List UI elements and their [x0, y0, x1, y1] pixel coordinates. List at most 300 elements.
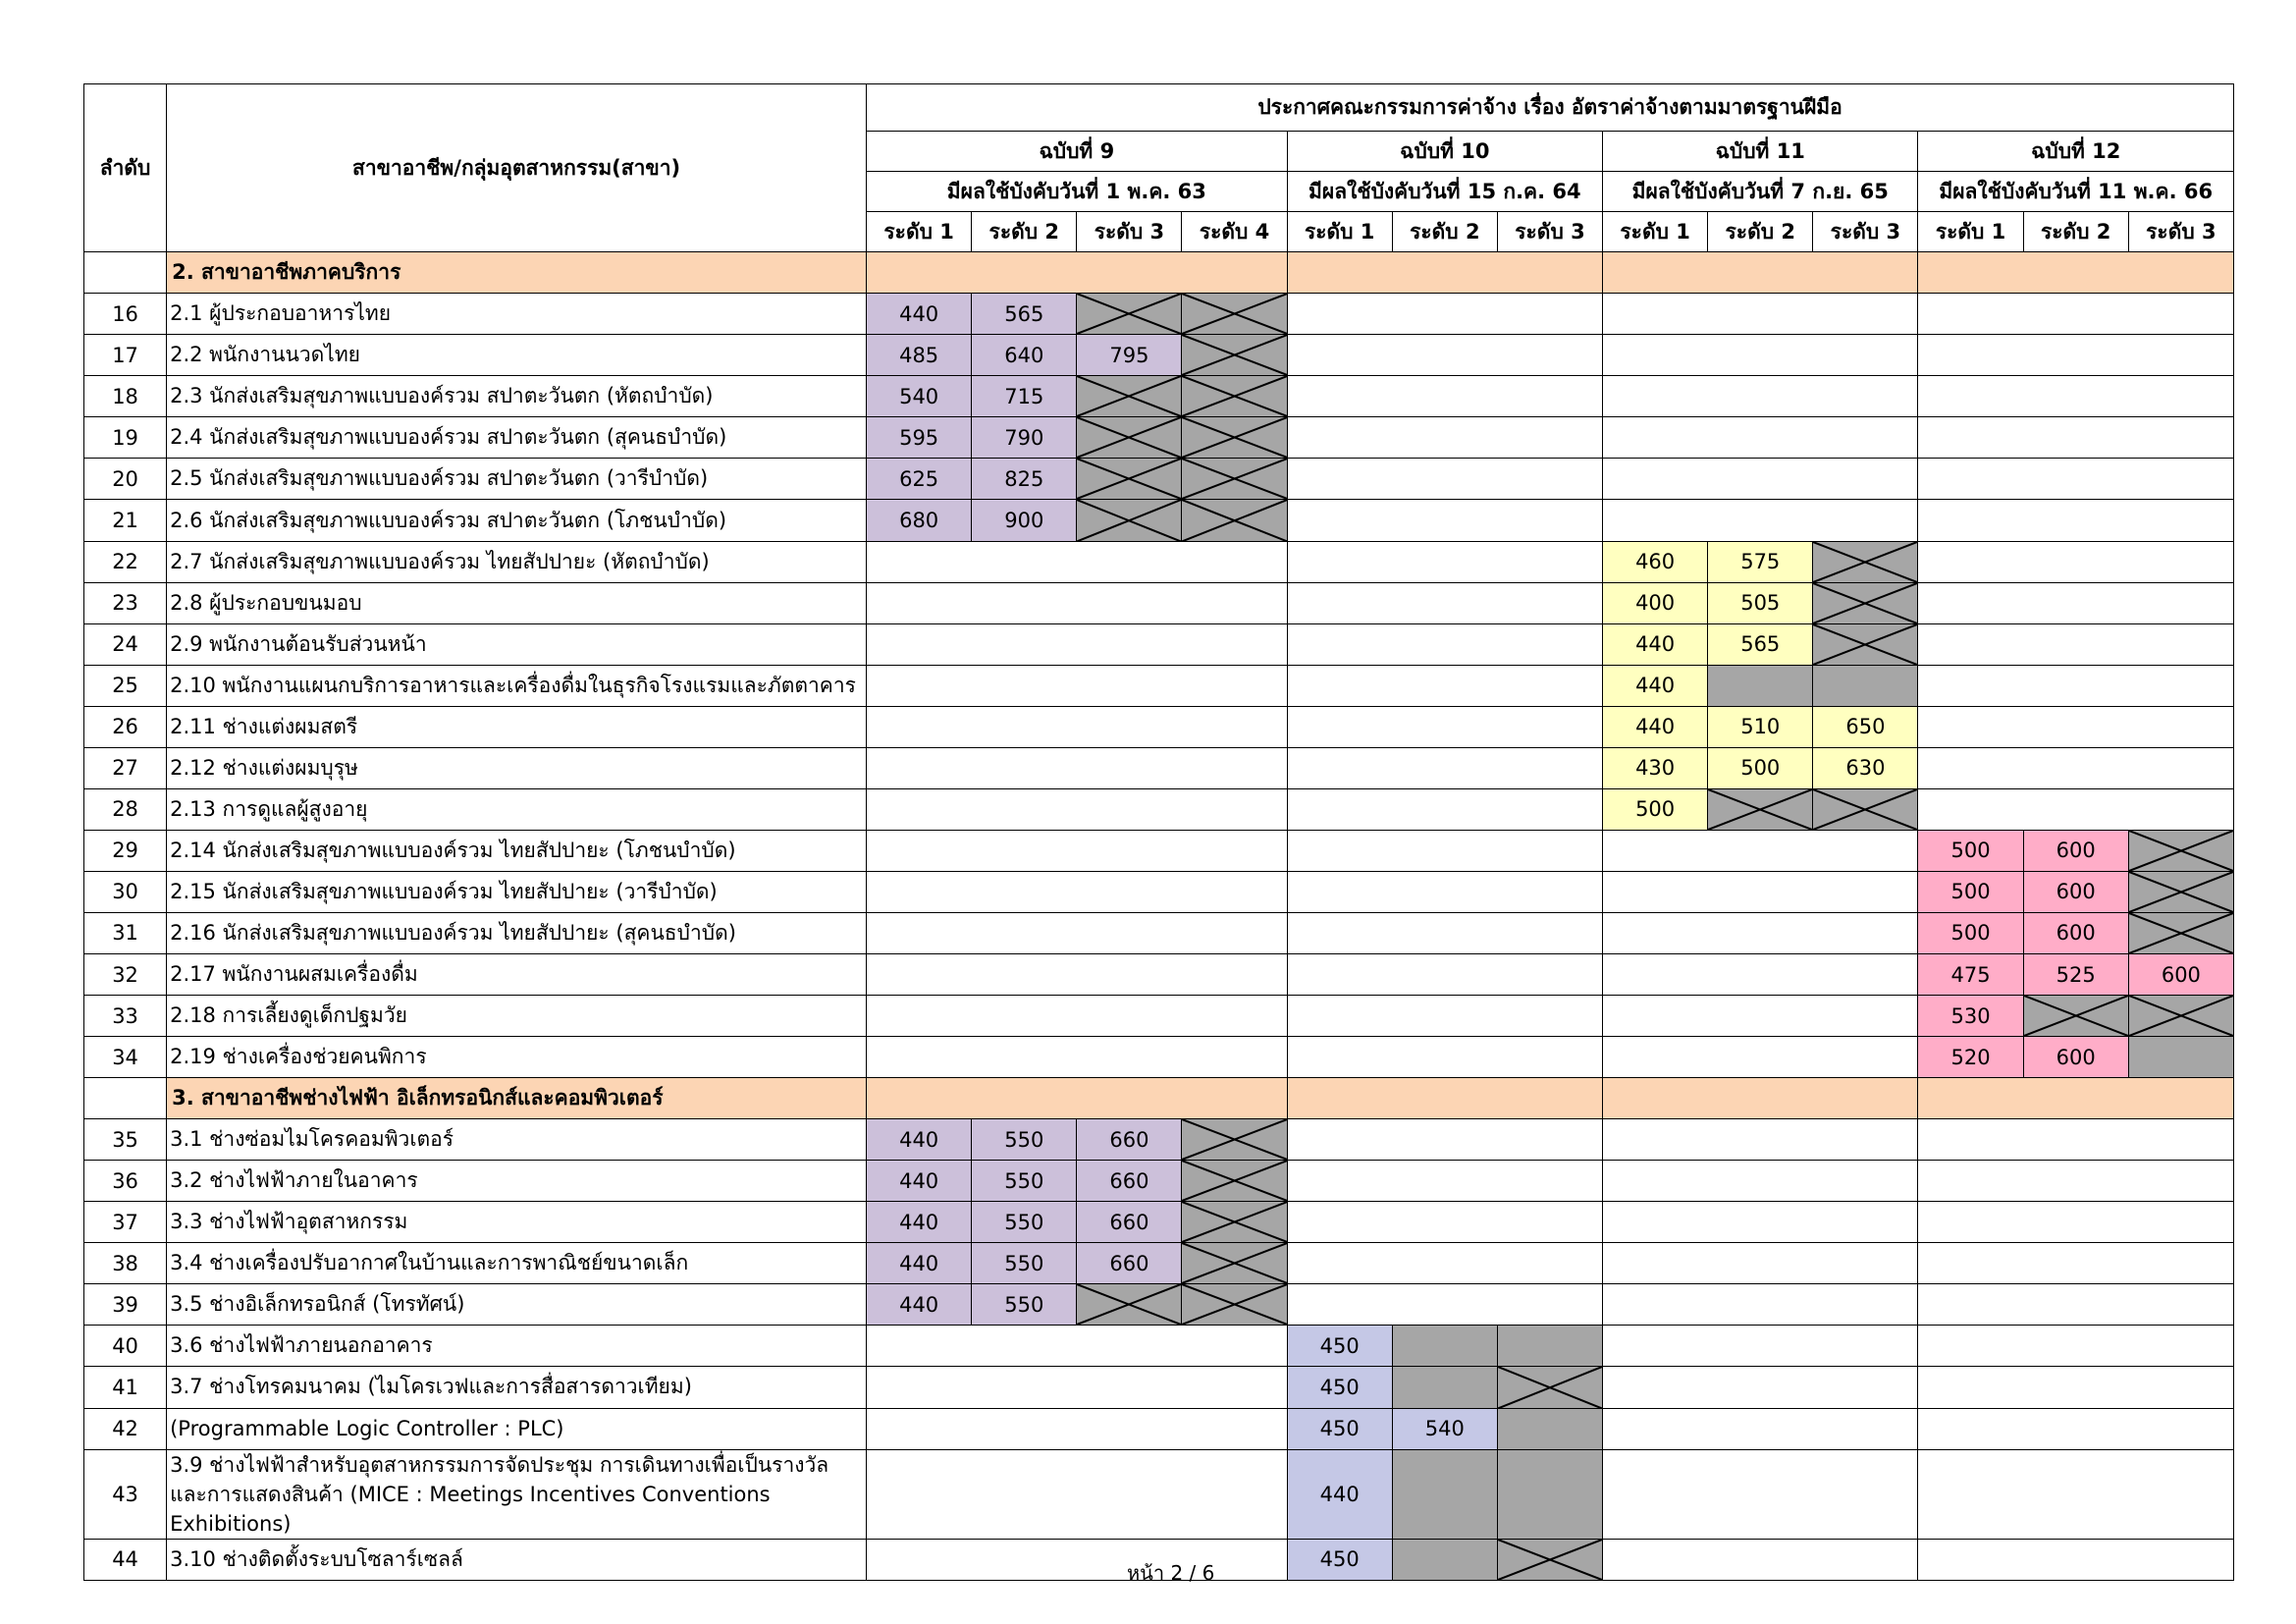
row-number: 42 [84, 1408, 167, 1449]
wage-value: 825 [972, 459, 1077, 500]
edition-empty-cell [867, 665, 1288, 706]
wage-value: 550 [972, 1202, 1077, 1243]
not-applicable-cell [1182, 294, 1287, 335]
edition-empty-cell [1918, 1408, 2234, 1449]
row-number: 24 [84, 623, 167, 665]
table-row [84, 1202, 2234, 1243]
wage-value: 790 [972, 417, 1077, 459]
edition-empty-cell [1603, 294, 1918, 335]
occupation-name: 2.3 นักส่งเสริมสุขภาพแบบองค์รวม สปาตะวันตก (หัตถบำบัด) [167, 376, 867, 417]
edition-empty-cell [1287, 1037, 1602, 1078]
table-row [84, 417, 2234, 459]
edition-empty-cell [1287, 582, 1602, 623]
row-number: 25 [84, 665, 167, 706]
edition-empty-cell [1918, 500, 2234, 541]
occupation-name: 2.17 พนักงานผสมเครื่องดื่ม [167, 954, 867, 996]
occupation-name: 3.4 ช่างเครื่องปรับอากาศในบ้านและการพาณิชย์ขนาดเล็ก [167, 1243, 867, 1284]
table-row [84, 996, 2234, 1037]
wage-value: 440 [867, 1161, 972, 1202]
no-rate-cell [1708, 665, 1813, 706]
not-applicable-cell [1182, 1284, 1287, 1326]
occupation-name: 2.6 นักส่งเสริมสุขภาพแบบองค์รวม สปาตะวันตก (โภชนบำบัด) [167, 500, 867, 541]
row-number: 39 [84, 1284, 167, 1326]
edition-9-effective: มีผลใช้บังคับวันที่ 1 พ.ค. 63 [867, 172, 1288, 212]
row-number: 27 [84, 747, 167, 788]
edition-empty-cell [1287, 335, 1602, 376]
no-rate-cell [1497, 1408, 1602, 1449]
level-header: ระดับ 3 [1497, 212, 1602, 252]
row-number: 43 [84, 1449, 167, 1539]
edition-empty-cell [1603, 1119, 1918, 1161]
row-number: 31 [84, 912, 167, 953]
wage-value: 550 [972, 1284, 1077, 1326]
row-number: 44 [84, 1539, 167, 1580]
edition-empty-cell [1287, 376, 1602, 417]
not-applicable-cell [1077, 376, 1182, 417]
edition-empty-cell [1287, 954, 1602, 996]
occupation-name-line: 3.9 ช่างไฟฟ้าสำหรับอุตสาหกรรมการจัดประชุม การเดินทางเพื่อเป็นรางวัล [170, 1452, 829, 1477]
edition-empty-cell [1918, 665, 2234, 706]
wage-value: 510 [1708, 706, 1813, 747]
not-applicable-cell [1077, 459, 1182, 500]
not-applicable-cell [2023, 996, 2128, 1037]
edition-empty-cell [1918, 376, 2234, 417]
edition-empty-cell [1603, 417, 1918, 459]
wage-value: 460 [1603, 541, 1708, 582]
row-number: 16 [84, 294, 167, 335]
row-number: 17 [84, 335, 167, 376]
not-applicable-cell [2128, 871, 2233, 912]
edition-empty-cell [1918, 747, 2234, 788]
wage-value: 500 [1918, 871, 2023, 912]
row-number: 21 [84, 500, 167, 541]
edition-empty-cell [867, 1326, 1288, 1367]
wage-value: 565 [1708, 623, 1813, 665]
edition-10-effective: มีผลใช้บังคับวันที่ 15 ก.ค. 64 [1287, 172, 1602, 212]
edition-empty-cell [1918, 1449, 2234, 1539]
edition-empty-cell [867, 788, 1288, 830]
edition-empty-cell [1287, 294, 1602, 335]
edition-empty-cell [1287, 830, 1602, 871]
row-number: 40 [84, 1326, 167, 1367]
table-row [84, 294, 2234, 335]
level-header: ระดับ 3 [2128, 212, 2233, 252]
occupation-name: 2.14 นักส่งเสริมสุขภาพแบบองค์รวม ไทยสัปปายะ (โภชนบำบัด) [167, 830, 867, 871]
edition-empty-cell [1287, 706, 1602, 747]
wage-value: 600 [2023, 912, 2128, 953]
edition-empty-cell [1918, 1119, 2234, 1161]
occupation-name: 2.7 นักส่งเสริมสุขภาพแบบองค์รวม ไทยสัปปายะ (หัตถบำบัด) [167, 541, 867, 582]
table-row [84, 706, 2234, 747]
wage-value: 660 [1077, 1243, 1182, 1284]
wage-value: 625 [867, 459, 972, 500]
edition-empty-cell [867, 1408, 1288, 1449]
no-rate-cell [1813, 665, 1918, 706]
wage-value: 475 [1918, 954, 2023, 996]
edition-empty-cell [1603, 1408, 1918, 1449]
section-no-cell [84, 252, 167, 294]
table-row [84, 582, 2234, 623]
wage-value: 450 [1287, 1408, 1392, 1449]
occupation-name: 3.7 ช่างโทรคมนาคม (ไมโครเวฟและการสื่อสารดาวเทียม) [167, 1367, 867, 1408]
table-row [84, 1243, 2234, 1284]
edition-empty-cell [1287, 871, 1602, 912]
table-row [84, 1284, 2234, 1326]
edition-empty-cell [1287, 996, 1602, 1037]
edition-empty-cell [1918, 1284, 2234, 1326]
table-row [84, 1161, 2234, 1202]
edition-empty-cell [1287, 417, 1602, 459]
section-edition-fill [867, 252, 1288, 294]
no-rate-cell [1392, 1539, 1497, 1580]
not-applicable-cell [1813, 582, 1918, 623]
row-number: 36 [84, 1161, 167, 1202]
edition-empty-cell [1603, 1037, 1918, 1078]
no-rate-cell [1392, 1326, 1497, 1367]
level-header: ระดับ 1 [1287, 212, 1392, 252]
table-row [84, 1037, 2234, 1078]
wage-value: 505 [1708, 582, 1813, 623]
table-row [84, 954, 2234, 996]
edition-empty-cell [1603, 1539, 1918, 1580]
wage-value: 440 [1603, 665, 1708, 706]
wage-value: 530 [1918, 996, 2023, 1037]
edition-empty-cell [867, 1449, 1288, 1539]
header-branch: สาขาอาชีพ/กลุ่มอุตสาหกรรม(สาขา) [167, 84, 867, 252]
edition-empty-cell [867, 1539, 1288, 1580]
row-number: 32 [84, 954, 167, 996]
edition-empty-cell [1287, 912, 1602, 953]
no-rate-cell [1392, 1367, 1497, 1408]
wage-value: 600 [2023, 871, 2128, 912]
occupation-name: 3.6 ช่างไฟฟ้าภายนอกอาคาร [167, 1326, 867, 1367]
section-row [84, 252, 2234, 294]
wage-value: 450 [1287, 1326, 1392, 1367]
edition-empty-cell [867, 1037, 1288, 1078]
wage-value: 500 [1708, 747, 1813, 788]
table-row [84, 1449, 2234, 1539]
not-applicable-cell [1182, 1202, 1287, 1243]
wage-value: 440 [867, 1284, 972, 1326]
not-applicable-cell [1182, 500, 1287, 541]
level-header: ระดับ 2 [1392, 212, 1497, 252]
table-row [84, 1408, 2234, 1449]
edition-12-title: ฉบับที่ 12 [1918, 132, 2234, 172]
level-header: ระดับ 4 [1182, 212, 1287, 252]
level-header: ระดับ 2 [1708, 212, 1813, 252]
occupation-name: 3.1 ช่างซ่อมไมโครคอมพิวเตอร์ [167, 1119, 867, 1161]
wage-value: 430 [1603, 747, 1708, 788]
not-applicable-cell [1182, 1119, 1287, 1161]
table-row [84, 541, 2234, 582]
wage-value: 500 [1918, 830, 2023, 871]
edition-empty-cell [867, 912, 1288, 953]
occupation-name: 3.10 ช่างติดตั้งระบบโซลาร์เซลล์ [167, 1539, 867, 1580]
wage-value: 500 [1603, 788, 1708, 830]
edition-empty-cell [1287, 1202, 1602, 1243]
table-row [84, 459, 2234, 500]
wage-value: 600 [2128, 954, 2233, 996]
occupation-name: 2.11 ช่างแต่งผมสตรี [167, 706, 867, 747]
no-rate-cell [2128, 1037, 2233, 1078]
wage-value: 400 [1603, 582, 1708, 623]
occupation-name: 3.2 ช่างไฟฟ้าภายในอาคาร [167, 1161, 867, 1202]
not-applicable-cell [1077, 417, 1182, 459]
wage-value: 595 [867, 417, 972, 459]
not-applicable-cell [2128, 996, 2233, 1037]
edition-empty-cell [1603, 1161, 1918, 1202]
table-row [84, 1326, 2234, 1367]
edition-empty-cell [1918, 417, 2234, 459]
wage-value: 440 [867, 1202, 972, 1243]
edition-12-effective: มีผลใช้บังคับวันที่ 11 พ.ค. 66 [1918, 172, 2234, 212]
edition-empty-cell [1287, 665, 1602, 706]
edition-empty-cell [1918, 541, 2234, 582]
level-header: ระดับ 2 [2023, 212, 2128, 252]
wage-value: 660 [1077, 1119, 1182, 1161]
level-header: ระดับ 3 [1813, 212, 1918, 252]
table-row [84, 623, 2234, 665]
edition-empty-cell [1287, 459, 1602, 500]
edition-empty-cell [1287, 1284, 1602, 1326]
edition-empty-cell [1918, 1202, 2234, 1243]
not-applicable-cell [1182, 1243, 1287, 1284]
edition-empty-cell [867, 954, 1288, 996]
page-number: หน้า 2 / 6 [1127, 1561, 1215, 1585]
section-edition-fill [1918, 1078, 2234, 1119]
not-applicable-cell [1813, 623, 1918, 665]
edition-empty-cell [867, 541, 1288, 582]
edition-10-title: ฉบับที่ 10 [1287, 132, 1602, 172]
occupation-name: 2.2 พนักงานนวดไทย [167, 335, 867, 376]
wage-value: 900 [972, 500, 1077, 541]
edition-empty-cell [1603, 1326, 1918, 1367]
row-number: 41 [84, 1367, 167, 1408]
edition-empty-cell [1918, 706, 2234, 747]
edition-empty-cell [1287, 1119, 1602, 1161]
edition-empty-cell [1603, 1449, 1918, 1539]
occupation-name: (Programmable Logic Controller : PLC) [167, 1408, 867, 1449]
section-row [84, 1078, 2234, 1119]
not-applicable-cell [1182, 376, 1287, 417]
wage-value: 600 [2023, 1037, 2128, 1078]
wage-value: 550 [972, 1161, 1077, 1202]
not-applicable-cell [1813, 788, 1918, 830]
occupation-name: 2.4 นักส่งเสริมสุขภาพแบบองค์รวม สปาตะวันตก (สุคนธบำบัด) [167, 417, 867, 459]
wage-value: 630 [1813, 747, 1918, 788]
edition-empty-cell [867, 623, 1288, 665]
edition-empty-cell [867, 996, 1288, 1037]
not-applicable-cell [1182, 459, 1287, 500]
edition-empty-cell [1287, 541, 1602, 582]
edition-empty-cell [1603, 871, 1918, 912]
edition-empty-cell [1603, 830, 1918, 871]
table-row [84, 788, 2234, 830]
edition-empty-cell [1918, 1539, 2234, 1580]
not-applicable-cell [1497, 1367, 1602, 1408]
wage-value: 550 [972, 1243, 1077, 1284]
edition-empty-cell [1287, 747, 1602, 788]
edition-empty-cell [1603, 1284, 1918, 1326]
section-title: 3. สาขาอาชีพช่างไฟฟ้า อิเล็กทรอนิกส์และคอมพิวเตอร์ [167, 1078, 867, 1119]
level-header: ระดับ 2 [972, 212, 1077, 252]
wage-value: 660 [1077, 1202, 1182, 1243]
row-number: 30 [84, 871, 167, 912]
table-row [84, 665, 2234, 706]
wage-value: 440 [867, 1243, 972, 1284]
wage-value: 540 [867, 376, 972, 417]
wage-value: 450 [1287, 1367, 1392, 1408]
row-number: 38 [84, 1243, 167, 1284]
table-row [84, 830, 2234, 871]
occupation-name: 2.10 พนักงานแผนกบริการอาหารและเครื่องดื่มในธุรกิจโรงแรมและภัตตาคาร [167, 665, 867, 706]
edition-11-effective: มีผลใช้บังคับวันที่ 7 ก.ย. 65 [1603, 172, 1918, 212]
edition-empty-cell [1603, 1202, 1918, 1243]
row-number: 20 [84, 459, 167, 500]
not-applicable-cell [1077, 294, 1182, 335]
header-no: ลำดับ [84, 84, 167, 252]
wage-value: 550 [972, 1119, 1077, 1161]
not-applicable-cell [1077, 500, 1182, 541]
no-rate-cell [1497, 1326, 1602, 1367]
table-row [84, 1367, 2234, 1408]
level-header: ระดับ 1 [1603, 212, 1708, 252]
section-no-cell [84, 1078, 167, 1119]
edition-empty-cell [1918, 582, 2234, 623]
edition-empty-cell [1603, 335, 1918, 376]
level-header: ระดับ 1 [1918, 212, 2023, 252]
not-applicable-cell [1182, 417, 1287, 459]
wage-value: 565 [972, 294, 1077, 335]
edition-empty-cell [1287, 623, 1602, 665]
row-number: 34 [84, 1037, 167, 1078]
edition-empty-cell [1918, 788, 2234, 830]
edition-empty-cell [867, 871, 1288, 912]
table-row [84, 335, 2234, 376]
no-rate-cell [1392, 1449, 1497, 1539]
occupation-name-line: และการแสดงสินค้า (MICE : Meetings Incentives Conventions Exhibitions) [170, 1482, 771, 1536]
wage-value: 650 [1813, 706, 1918, 747]
not-applicable-cell [1182, 1161, 1287, 1202]
table-row [84, 747, 2234, 788]
edition-empty-cell [1918, 459, 2234, 500]
occupation-name: 2.8 ผู้ประกอบขนมอบ [167, 582, 867, 623]
occupation-name [167, 1449, 867, 1539]
edition-empty-cell [867, 706, 1288, 747]
occupation-name: 2.1 ผู้ประกอบอาหารไทย [167, 294, 867, 335]
wage-value: 500 [1918, 912, 2023, 953]
edition-empty-cell [1603, 459, 1918, 500]
edition-empty-cell [1287, 500, 1602, 541]
section-edition-fill [1918, 252, 2234, 294]
wage-value: 795 [1077, 335, 1182, 376]
row-number: 26 [84, 706, 167, 747]
wage-rate-table [83, 83, 2234, 1581]
wage-value: 575 [1708, 541, 1813, 582]
level-header: ระดับ 1 [867, 212, 972, 252]
wage-value: 440 [1603, 706, 1708, 747]
section-edition-fill [1287, 252, 1602, 294]
edition-empty-cell [1603, 1367, 1918, 1408]
wage-value: 680 [867, 500, 972, 541]
edition-9-title: ฉบับที่ 9 [867, 132, 1288, 172]
table-row [84, 912, 2234, 953]
wage-value: 440 [867, 294, 972, 335]
table-row [84, 871, 2234, 912]
edition-empty-cell [1603, 500, 1918, 541]
edition-empty-cell [867, 1367, 1288, 1408]
edition-empty-cell [1918, 335, 2234, 376]
occupation-name: 2.19 ช่างเครื่องช่วยคนพิการ [167, 1037, 867, 1078]
edition-empty-cell [1918, 1243, 2234, 1284]
occupation-name: 2.13 การดูแลผู้สูงอายุ [167, 788, 867, 830]
occupation-name: 2.9 พนักงานต้อนรับส่วนหน้า [167, 623, 867, 665]
row-number: 19 [84, 417, 167, 459]
table-row [84, 500, 2234, 541]
edition-empty-cell [867, 830, 1288, 871]
wage-value: 440 [867, 1119, 972, 1161]
not-applicable-cell [1497, 1539, 1602, 1580]
table-row [84, 376, 2234, 417]
section-edition-fill [867, 1078, 1288, 1119]
wage-value: 450 [1287, 1539, 1392, 1580]
occupation-name: 3.3 ช่างไฟฟ้าอุตสาหกรรม [167, 1202, 867, 1243]
occupation-name: 3.5 ช่างอิเล็กทรอนิกส์ (โทรทัศน์) [167, 1284, 867, 1326]
wage-value: 440 [1603, 623, 1708, 665]
wage-value: 540 [1392, 1408, 1497, 1449]
edition-empty-cell [1603, 996, 1918, 1037]
edition-empty-cell [1918, 623, 2234, 665]
row-number: 33 [84, 996, 167, 1037]
no-rate-cell [1497, 1449, 1602, 1539]
row-number: 35 [84, 1119, 167, 1161]
wage-value: 525 [2023, 954, 2128, 996]
not-applicable-cell [2128, 830, 2233, 871]
occupation-name: 2.18 การเลี้ยงดูเด็กปฐมวัย [167, 996, 867, 1037]
section-edition-fill [1603, 252, 1918, 294]
not-applicable-cell [1182, 335, 1287, 376]
row-number: 18 [84, 376, 167, 417]
wage-value: 600 [2023, 830, 2128, 871]
edition-empty-cell [1918, 1161, 2234, 1202]
row-number: 29 [84, 830, 167, 871]
row-number: 22 [84, 541, 167, 582]
edition-empty-cell [1918, 1367, 2234, 1408]
not-applicable-cell [1708, 788, 1813, 830]
row-number: 28 [84, 788, 167, 830]
occupation-name: 2.16 นักส่งเสริมสุขภาพแบบองค์รวม ไทยสัปปายะ (สุคนธบำบัด) [167, 912, 867, 953]
section-title: 2. สาขาอาชีพภาคบริการ [167, 252, 867, 294]
occupation-name: 2.5 นักส่งเสริมสุขภาพแบบองค์รวม สปาตะวันตก (วารีบำบัด) [167, 459, 867, 500]
edition-11-title: ฉบับที่ 11 [1603, 132, 1918, 172]
section-edition-fill [1287, 1078, 1602, 1119]
wage-value: 440 [1287, 1449, 1392, 1539]
header-announcement: ประกาศคณะกรรมการค่าจ้าง เรื่อง อัตราค่าจ้างตามมาตรฐานฝีมือ [867, 84, 2234, 132]
wage-value: 520 [1918, 1037, 2023, 1078]
not-applicable-cell [1813, 541, 1918, 582]
edition-empty-cell [1918, 1326, 2234, 1367]
wage-value: 715 [972, 376, 1077, 417]
occupation-name: 2.12 ช่างแต่งผมบุรุษ [167, 747, 867, 788]
wage-value: 640 [972, 335, 1077, 376]
table-row [84, 1119, 2234, 1161]
edition-empty-cell [867, 582, 1288, 623]
edition-empty-cell [1918, 294, 2234, 335]
wage-value: 485 [867, 335, 972, 376]
edition-empty-cell [1603, 1243, 1918, 1284]
edition-empty-cell [1287, 1161, 1602, 1202]
occupation-name: 2.15 นักส่งเสริมสุขภาพแบบองค์รวม ไทยสัปปายะ (วารีบำบัด) [167, 871, 867, 912]
